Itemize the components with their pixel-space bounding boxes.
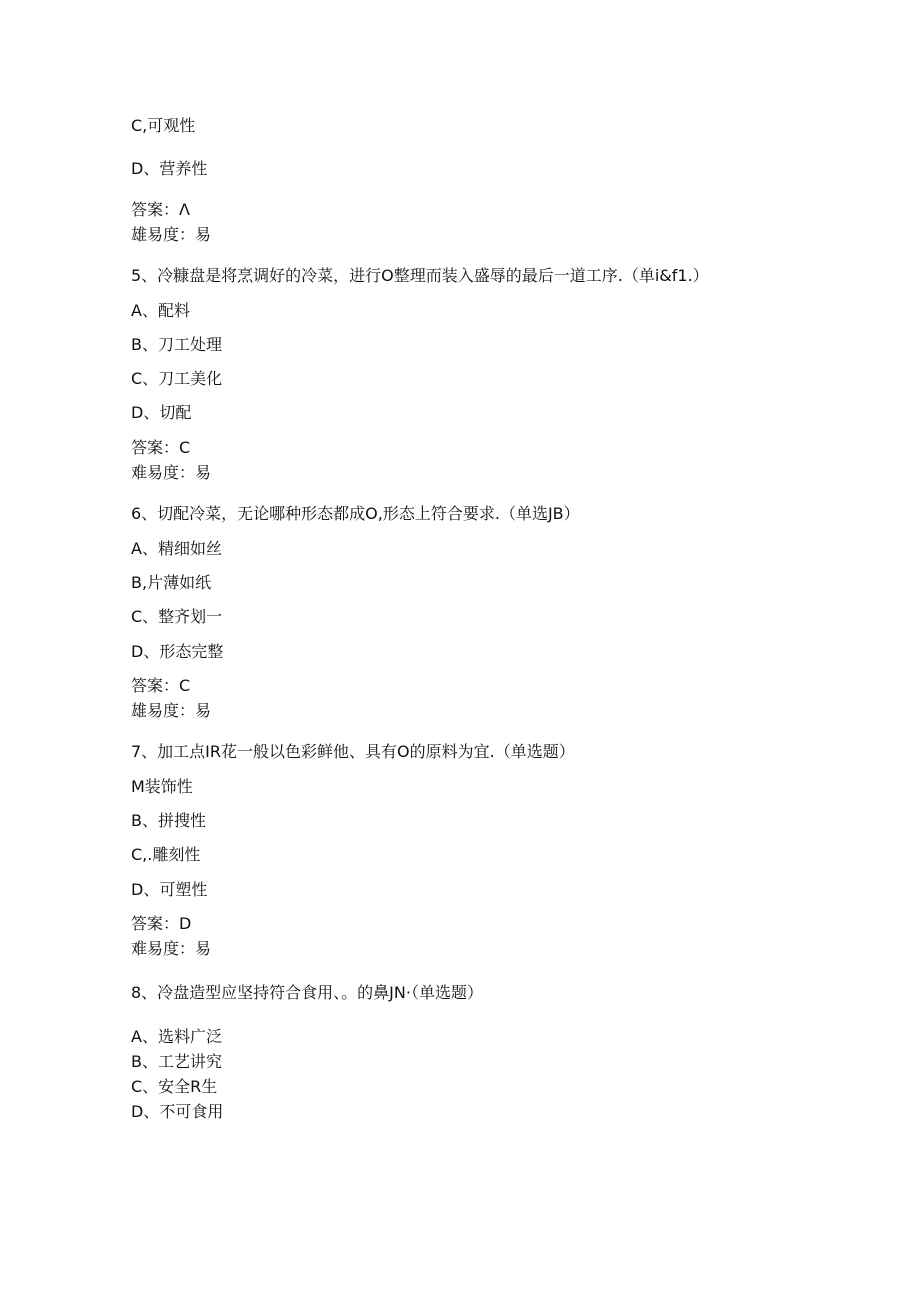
- q5-option-d: D、切配: [131, 403, 192, 422]
- answer-6: 答案：C: [131, 676, 191, 695]
- answer-4: 答案：Λ: [131, 200, 190, 219]
- difficulty-7: 难易度：易: [131, 939, 212, 958]
- q5-option-b: B、刀工处理: [131, 335, 222, 354]
- answer-5: 答案：C: [131, 438, 191, 457]
- q6-option-c: C、整齐划一: [131, 607, 223, 626]
- q6-option-a: A、精细如丝: [131, 539, 222, 558]
- option-c-observability: C,可观性: [131, 116, 196, 135]
- difficulty-5: 难易度：易: [131, 463, 212, 482]
- q7-option-c: C,.雕刻性: [131, 845, 201, 864]
- question-5: 5、冷糠盘是将烹调好的冷菜，进行O整理而装入盛辱的最后一道工序.（单i&f1.）: [131, 266, 709, 285]
- q8-option-d: D、不可食用: [131, 1102, 224, 1121]
- q7-option-a: M装饰性: [131, 777, 193, 796]
- q5-option-a: A、配料: [131, 301, 190, 320]
- option-d-nutrition: D、营养性: [131, 159, 208, 178]
- q8-option-b: B、工艺讲究: [131, 1052, 222, 1071]
- q5-option-c: C、刀工美化: [131, 369, 223, 388]
- q6-option-d: D、形态完整: [131, 642, 224, 661]
- q8-option-a: A、选料广泛: [131, 1027, 222, 1046]
- difficulty-6: 雄易度：易: [131, 701, 212, 720]
- q8-option-c: C、安全R生: [131, 1077, 218, 1096]
- q7-option-d: D、可塑性: [131, 880, 208, 899]
- question-6: 6、切配冷菜，无论哪种形态都成O,形态上符合要求.（单选JB）: [131, 504, 580, 523]
- question-8: 8、冷盘造型应坚持符合食用、。的鼻JN·（单选题）: [131, 983, 483, 1002]
- answer-7: 答案：D: [131, 914, 192, 933]
- q7-option-b: B、拼搜性: [131, 811, 206, 830]
- question-7: 7、加工点IR花一般以色彩鲜他、具有O的原料为宜.（单选题）: [131, 742, 575, 761]
- q6-option-b: B,片薄如纸: [131, 573, 212, 592]
- difficulty-4: 雄易度：易: [131, 225, 212, 244]
